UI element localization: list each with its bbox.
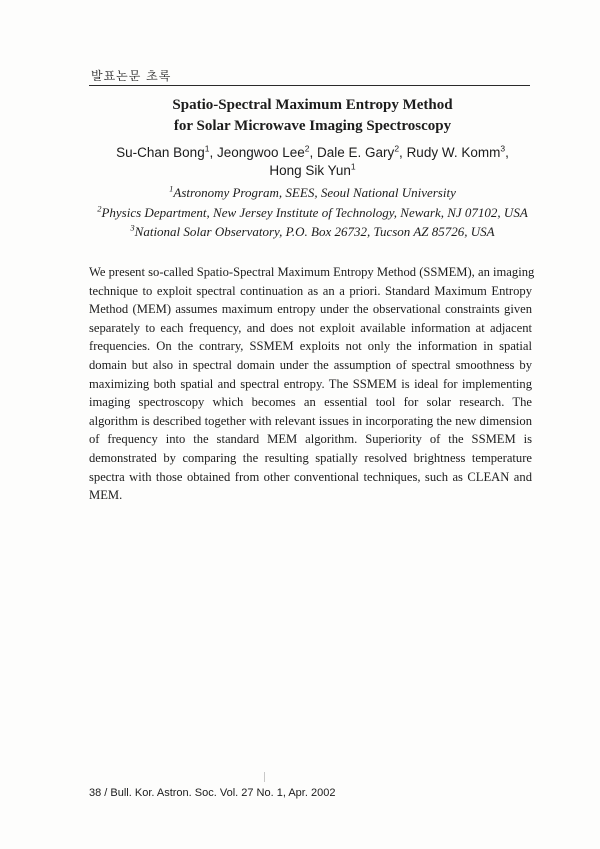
author-name: Su-Chan Bong: [116, 145, 205, 160]
affiliation-2: [80, 205, 545, 221]
abstract-line: frequencies. On the contrary, SSMEM exploits not only the information in spatial: [89, 339, 532, 354]
author-affiliation-marker: 1: [350, 161, 356, 172]
affiliation-text: Astronomy Program, SEES, Seoul National University: [173, 185, 456, 200]
affiliation-3: [80, 224, 545, 240]
affiliation-number: 3: [130, 222, 135, 233]
abstract-line: technique to exploit spectral continuation as an a priori. Standard Maximum Entropy: [89, 283, 532, 298]
abstract-line: domain but also in spectral domain under the assumption of spectral smoothness by: [89, 357, 532, 372]
affiliation-text: National Solar Observatory, P.O. Box 26732, Tucson AZ 85726, USA: [134, 224, 495, 239]
page-footer: 38 / Bull. Kor. Astron. Soc. Vol. 27 No. 1, Apr. 2002: [89, 787, 336, 799]
abstract-line: maximizing both spatial and spectral entropy. The SSMEM is ideal for implementing: [89, 376, 532, 391]
paper-title-line-2: for Solar Microwave Imaging Spectroscopy: [173, 118, 452, 134]
author-list-line-1: Su-Chan Bong$^1$, Jeongwoo Lee$^2$, Dale E. Gary$^2$, Rudy W. Komm$^3$,: [116, 143, 509, 160]
affiliation-text: Physics Department, New Jersey Institute of Technology, Newark, NJ 07102, USA: [101, 205, 528, 220]
abstract-line: spectra with those obtained from other conventional techniques, such as CLEAN and: [89, 469, 532, 484]
author-affiliation-marker: 2: [394, 143, 400, 154]
section-header-label: 발표논문 초록: [91, 69, 172, 83]
author-affiliation-marker: 1: [204, 143, 210, 154]
paper-title-line-1: Spatio-Spectral Maximum Entropy Method: [172, 97, 453, 113]
abstract-body: [89, 263, 535, 505]
abstract-line: separately to each frequency, and does not exploit available information at adjacent: [89, 320, 532, 335]
scan-mark: [264, 772, 265, 782]
abstract-line: algorithm is described together with relevant issues in incorporating the new dimension: [89, 413, 532, 428]
abstract-line: MEM.: [89, 488, 123, 503]
author-name: Hong Sik Yun: [269, 163, 351, 178]
abstract-line: We present so-called Spatio-Spectral Maximum Entropy Method (SSMEM), an imaging: [89, 265, 535, 279]
abstract-line: Method (MEM) assumes maximum entropy under the observational constraints given: [89, 302, 532, 317]
author-affiliation-marker: 3: [500, 143, 506, 154]
affiliation-1: [80, 185, 545, 201]
affiliation-number: 2: [97, 203, 102, 214]
abstract-line: of frequency into the standard MEM algorithm. Superiority of the SSMEM is: [89, 432, 532, 447]
author-name: Jeongwoo Lee: [216, 145, 305, 160]
author-affiliation-marker: 2: [304, 143, 310, 154]
author-name: Dale E. Gary: [317, 145, 395, 160]
abstract-line: imaging spectroscopy which becomes an essential tool for solar research. The: [89, 395, 532, 410]
author-name: Rudy W. Komm: [406, 145, 501, 160]
author-list-line-2: [80, 163, 545, 178]
abstract-line: demonstrated by comparing the resulting spatially resolved brightness temperature: [89, 450, 532, 465]
affiliation-number: 1: [169, 183, 174, 194]
header-rule: [89, 85, 530, 86]
